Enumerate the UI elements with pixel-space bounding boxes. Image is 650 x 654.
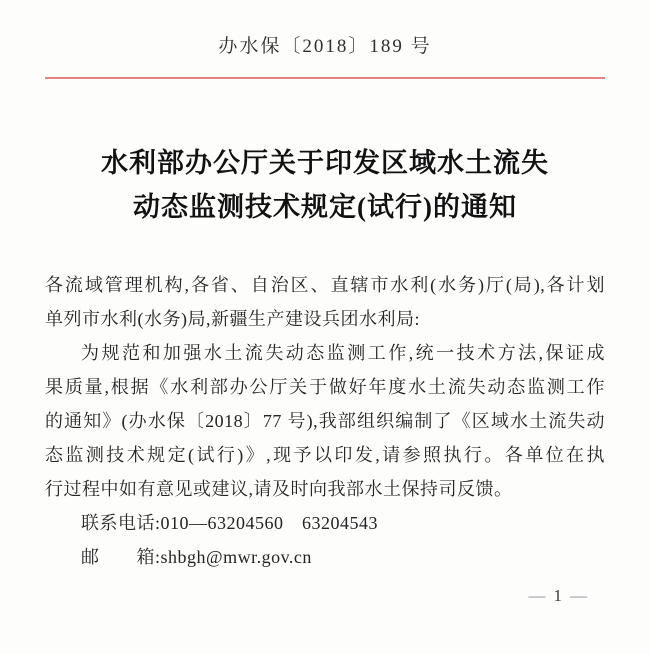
page-number-value: 1 <box>553 586 562 605</box>
page-number <box>0 583 587 609</box>
body-line: 态监测技术规定(试行)》,现予以印发,请参照执行。各单位在执 <box>45 445 605 465</box>
doc-title-line1: 水利部办公厅关于印发区域水土流失 <box>101 148 549 178</box>
doc-number: 办水保〔2018〕189 号 <box>218 36 432 57</box>
doc-title <box>0 141 650 229</box>
page-number-dash-right: — <box>570 586 587 605</box>
contact-email-line: 邮 箱:shbgh@mwr.gov.cn <box>81 547 312 567</box>
doc-body <box>45 268 605 574</box>
body-line: 的通知》(办水保〔2018〕77 号),我部组织编制了《区域水土流失动 <box>45 411 605 431</box>
red-separator-line <box>45 77 605 79</box>
contact-phone-line: 联系电话:010—63204560 63204543 <box>81 513 379 533</box>
body-line: 为规范和加强水土流失动态监测工作,统一技术方法,保证成 <box>81 343 605 363</box>
body-line: 行过程中如有意见或建议,请及时向我部水土保持司反馈。 <box>45 479 513 499</box>
doc-title-line2: 动态监测技术规定(试行)的通知 <box>133 192 517 222</box>
salutation-line: 单列市水利(水务)局,新疆生产建设兵团水利局: <box>45 309 420 329</box>
salutation-line: 各流域管理机构,各省、自治区、直辖市水利(水务)厅(局),各计划 <box>45 275 605 295</box>
body-line: 果质量,根据《水利部办公厅关于做好年度水土流失动态监测工作 <box>45 377 605 397</box>
page-number-dash-left: — <box>528 586 546 605</box>
